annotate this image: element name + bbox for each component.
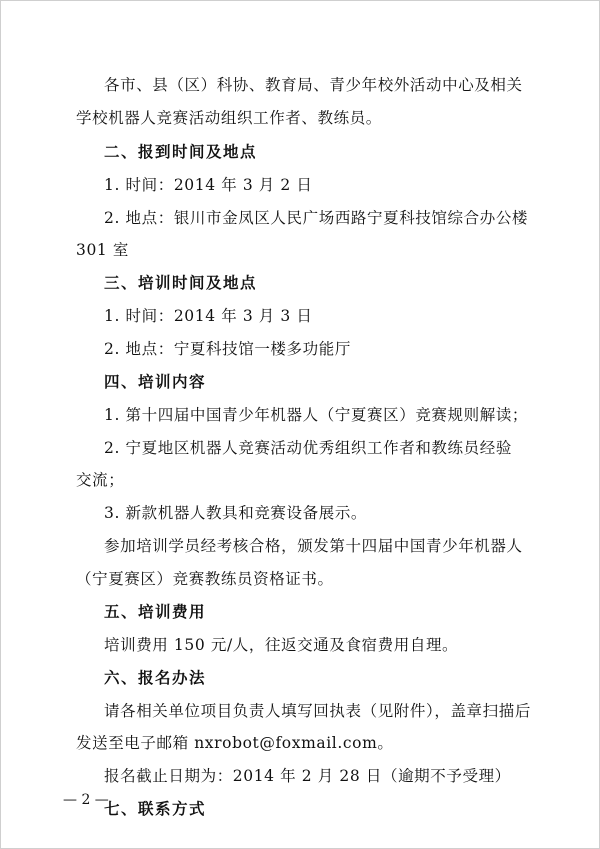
section-heading-contact: 七、联系方式 (104, 799, 207, 818)
paragraph-line: 各市、县（区）科协、教育局、青少年校外活动中心及相关 (104, 76, 523, 94)
paragraph-line: （宁夏赛区）竞赛教练员资格证书。 (76, 570, 334, 588)
list-item: 1. 时间：2014 年 3 月 3 日 (104, 307, 313, 325)
list-item: 3. 新款机器人教具和竞赛设备展示。 (104, 504, 368, 522)
paragraph-line: 学校机器人竞赛活动组织工作者、教练员。 (76, 109, 382, 127)
paragraph-line: 交流； (76, 471, 125, 489)
paragraph-line: 请各相关单位项目负责人填写回执表（见附件），盖章扫描后 (104, 702, 531, 720)
paragraph-line: 发送至电子邮箱 nxrobot@foxmail.com。 (76, 734, 394, 752)
section-heading-training-time: 三、培训时间及地点 (104, 273, 258, 292)
section-heading-training-content: 四、培训内容 (104, 372, 207, 391)
page-number: — 2 — (63, 792, 109, 808)
list-item: 2. 地点：宁夏科技馆一楼多功能厅 (104, 340, 351, 358)
list-item: 2. 宁夏地区机器人竞赛活动优秀组织工作者和教练员经验 (104, 439, 512, 457)
section-heading-registration-method: 六、报名办法 (104, 668, 207, 687)
paragraph-line: 参加培训学员经考核合格，颁发第十四届中国青少年机器人 (104, 537, 523, 555)
section-heading-fees: 五、培训费用 (104, 602, 207, 621)
list-item: 1. 第十四届中国青少年机器人（宁夏赛区）竞赛规则解读； (104, 406, 529, 424)
paragraph-line: 报名截止日期为：2014 年 2 月 28 日（逾期不予受理） (104, 767, 511, 785)
paragraph-line: 培训费用 150 元/人，往返交通及食宿费用自理。 (104, 636, 459, 654)
section-heading-registration: 二、报到时间及地点 (104, 142, 258, 161)
paragraph-line: 301 室 (76, 241, 130, 259)
list-item: 2. 地点：银川市金凤区人民广场西路宁夏科技馆综合办公楼 (104, 209, 529, 227)
list-item: 1. 时间：2014 年 3 月 2 日 (104, 176, 313, 194)
